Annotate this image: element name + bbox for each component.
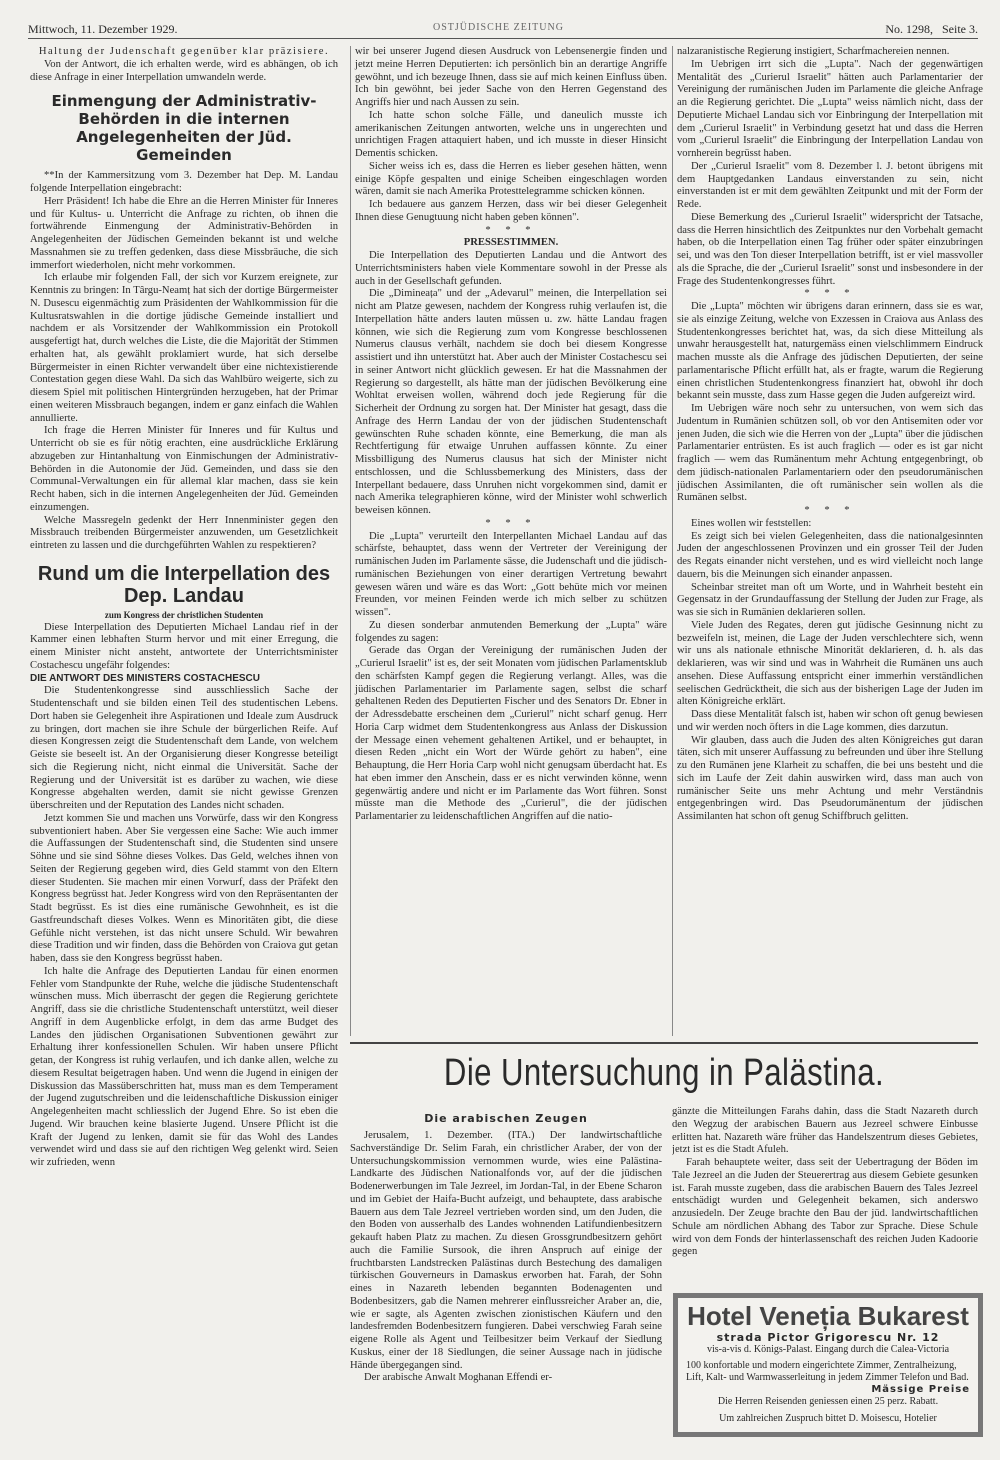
paragraph: Ich erlaube mir folgenden Fall, der sich vor Kurzem ereignete, zur Kenntnis zu bringen: In Târgu-Neamț hat sich der dortige Bürgermeister N. Dusescu eigenmächtig zum Präsidenten der Wahlkommission für die Kultusratswahlen in die dortige jüdische Gemeinde installiert und nachdem er als Vorsitzender der Wahlkommission ein Protokoll ausgefertigt hat, durch welches die Liste, die die Majorität der Stimmen erhalten hat, als gewählt proklamiert wurde, hat sich derselbe Bürgermeister in einen Richter verwandelt über eine nichtexistierende Contestation gegen diese Wahl. Da sich das Wahlbüro weigerte, sich zu diesem Spiel mit politischen Hintergründen herzugeben, hat der Primar einen weiteren Missbrauch begangen, indem er ganz einfach die Wahlen annullierte. xyxy=(30,272,338,424)
ad-location: vis-a-vis d. Königs-Palast. Eingang durch die Calea-Victoria xyxy=(706,1344,950,1355)
article-heading-einmengung: Einmengung der Administrativ-Behörden in die internen Angelegenheiten der Jüd. Gemeinden xyxy=(51,92,317,165)
paragraph: Welche Massregeln gedenkt der Herr Innenminister gegen den Missbrauch treibenden Bürgermeister anzuwenden, um Gesetzlichkeit eintreten zu lassen und die durchgeführten Wahlen zu respektieren? xyxy=(30,514,338,551)
masthead: OSTJÜDISCHE ZEITUNG xyxy=(433,22,564,33)
paragraph: Viele Juden des Regates, deren gut jüdische Gesinnung nicht zu bezweifeln ist, meinen, die Lage der Juden verschlechtere sich, wenn wir uns als nationale ethnische Minorität deklarieren, d. h. als das deklarieren, was wir sind und was in Wahrheit die Rumänen uns auch ansehen. Diese Auffassung entspricht einer immerhin verständlichen seelischen Gedrücktheit, die sich aus der bisherigen Lage der Juden im alten Königreiche erklärt. xyxy=(677,619,983,708)
paragraph: Ich halte die Anfrage des Deputierten Landau für einen enormen Fehler vom Standpunkte der Ruhe, welche die jüdische Studentenschaft wünschen muss. Mich überrascht der gegen die Regierung gerichtete Angriff, dass sie die christliche Studentenschaft unterstützt, weil dieser Angriff in dem Augenblicke erfolgt, in dem das arme Budget des Landes den jüdischen Organisationen Subventionen gewährt zur Erhaltung ihrer konfessionellen Schulen. Wir haben unsere Pflicht getan, der Kongress ist ruhig verlaufen, und ich danke allen, welche zu diesem Resultat beigetragen haben. Und wenn die Jugend in einigen der Diskussion das Massüberschritten hat, muss man es dem Temperament der Jugend zugutschreiben und die leidenschaftliche Diskussion einiger Angelegenheiten macht schliesslich der Jugend Ehre. So ist eben die Jugend. Wir brauchen keine blasierte Jugend. Unsere Pflicht ist die Kraft der Jugend zu lenken, damit sie für das Wohl des Landes verwendet wird und dass sie auf den richtigen Weg gelenkt wird. Seien wir zufrieden, wenn xyxy=(30,965,338,1168)
paragraph: nalzaranistische Regierung instigiert, Scharfmachereien nennen. xyxy=(677,46,950,57)
section-heading-pressestimmen: PRESSESTIMMEN. xyxy=(463,237,559,249)
section-separator: * * * xyxy=(804,505,856,516)
section-separator: * * * xyxy=(485,517,537,529)
ad-prices: Mässige Preise xyxy=(871,1384,970,1395)
paragraph: Sicher weiss ich es, dass die Herren es lieber gesehen hätten, wenn einige Köpfe gespalten und einige Scheiben eingeschlagen worden wären, damit sie nach Amerika Protesttelegramme schicken können. xyxy=(355,160,667,198)
section-heading: DIE ANTWORT DES MINISTERS COSTACHESCU xyxy=(30,672,261,684)
paragraph: Im Uebrigen wäre noch sehr zu untersuchen, von wem sich das Judentum in Rumänien schützen soll, ob vor den Antisemiten oder vor jenen Juden, die sich wie die Herren von der „Lupta" über die jüdischen Parlamentarier entrüsten. Es ist auch fraglich — oder es ist gar nicht fraglich — wem das Rumänentum mehr Achtung entgegenbringt, ob dem jüdisch-nationalen Parlamentariern oder den pseudorumänischen jüdischen Assimilanten, die oft rumänischer sein wollen als die Rumänen selbst. xyxy=(677,403,983,504)
ad-description: 100 konfortable und modern eingerichtete Zimmer, Zentralheizung, Lift, Kalt- und Warmwasserleitung in jedem Zimmer Telefon und Bad. Mässige Preise xyxy=(686,1360,970,1395)
paragraph: Der arabische Anwalt Moghanan Effendi er- xyxy=(364,1372,553,1384)
paragraph: Gerade das Organ der Vereinigung der rumänischen Juden der „Curierul Israelit" ist es, der seit Monaten vom jüdischen Parlamentsklub den schärfsten Kampf gegen die Regierung verlangt. Alles, was die jüdischen Parlamentarier im Parlamente sagen, selbst die scharf gehaltenen Reden des Deputierten Fischer und des Senators Dr. Ebner in der Adressdebatte erscheinen dem „Curierul" nicht scharf genug. Herr Horia Carp widmet dem Studentenkongress aus Anlass der Diskussion der Message einen vehement gehaltenen Artikel, und er behauptet, in diesen Reden „nicht ein Wort der Würde gehört zu haben", eine Behauptung, die Herr Horia Carp wohl nicht genugsam überdacht hat. Es hat eben immer den Anschein, dass er es nicht verwinden könne, wenn gegenwärtig andere und nicht er im Parlamente das Wort führen. Sonst müsste man die Methode des „Curierul", die der jüdischen Parlamentarier zu leidenschaftlichen Angriffen auf die natio- xyxy=(355,645,667,822)
paragraph: Farah behauptete weiter, dass seit der Uebertragung der Böden im Tale Jezreel an die Juden der Steuerertrag aus diesem Gebiete gesunken ist. Farah musste zugeben, dass die arabischen Bauern des Tales Jezreel entschädigt wurden und Gelegenheit bekamen, sich anderswo anzusiedeln. Der Zeuge brachte den Bau der jüd. landwirtschaftlichen Schule am nördlichen Abhang des Tabor zur Sprache. Diese Schule wird von dem Fonds der hinterlassenschaft des reichen Juden Kadoorie gegen xyxy=(672,1157,978,1258)
ad-title: Hotel Veneția Bukarest xyxy=(687,1301,969,1331)
headline-palestine: Die Untersuchung in Palästina. xyxy=(443,1052,885,1094)
paragraph: Die „Dimineața" und der „Adevarul" meinen, die Interpellation sei nicht am Platze gewesen, nachdem der Kongress ruhig verlaufen ist, die Interpellation hätte anders lauten müssen u. zw. hätte Landau fragen können, wie sich die Regierung zum vom Kongresse beschlossenen Numerus clausus verhält, nachdem sie doch bei diesem Kongresse assistiert und ihn unterstützt hat. Aber auch der Minister Costachescu sei in seiner Antwort nicht glücklich gewesen. Er hat die Massnahmen der Regierung so dargestellt, als hätte man der jüdischen Bevölkerung eine Wohltat erweisen wollen, während doch jede Regierung für die Sicherheit der Ordnung zu sorgen hat. Der Minister hat gesagt, dass die Anfrage des Herrn Landau der von der jüdischen Studentenschaft gewünschten Ruhe schaden könnte, eine Bemerkung, die man als Rechtfertigung für etwaige Unruhen auffassen könnte. Zu einer Missbilligung des Numerus clausus hat sich der Minister nicht entschlossen, und die Schlussbemerkung des Ministers, dass der Interpellant bedauere, dass Unruhen nicht vorgekommen sind, damit er nach Amerika telegraphieren könne, wird der Minister wohl schwerlich beweisen können. xyxy=(355,288,667,516)
paragraph: gänzte die Mitteilungen Farahs dahin, dass die Stadt Nazareth durch den Wegzug der arabischen Bauern aus Jezreel schwere Einbusse erlitten hat. Nazareth wäre früher das Handelszentrum dieses Gebietes, jetzt ist es die Stadt Afuleh. xyxy=(672,1106,978,1156)
paragraph: Wir glauben, dass auch die Juden des alten Königreiches gut daran täten, sich mit unserer Auffassung zu befreunden und über ihre Stellung zu den Rumänen jene Klarheit zu schaffen, die bei uns besteht und die sich im Laufe der Zeit dahin auswirken wird, dass man auch von rumänischer Seite uns mehr Achtung und mehr Verständnis entgegenbringen wird. Das Pseudorumänentum der jüdischen Assimilanten hat schon oft genug Schiffbruch gelitten. xyxy=(677,734,983,822)
ad-discount: Die Herren Reisenden geniessen einen 25 perz. Rabatt. xyxy=(717,1396,939,1407)
paragraph: Diese Interpellation des Deputierten Michael Landau rief in der Kammer einen lebhaften Sturm hervor und mit einer Erregung, die einem Minister nicht ansteht, antwortete der Unterrichtsminister Costachescu ungefähr folgendes: xyxy=(30,621,338,671)
column-3 xyxy=(672,46,983,1036)
paragraph: Ich frage die Herren Minister für Inneres und für Kultus und Unterricht ob sie es für nötig erachten, eine ausdrückliche Erklärung abzugeben zur Hintanhaltung von Einmischungen der Administrativ-Behörden in die Autonomie der Jüd. Gemeinden, und dass sie den Communal-Verwaltungen ein für allemal klar machen, dass sie kein Recht haben, sich in die internen Angelegenheiten der Jüd. Gemeinden einzumengen. xyxy=(30,425,338,513)
issue-date: Mittwoch, 11. Dezember 1929. xyxy=(28,22,178,36)
paragraph: Der „Curierul Israelit" vom 8. Dezember l. J. betont übrigens mit dem Hauptgedanken Landaus einverstanden zu sein, nicht einverstanden ist er mit dem gewählten Zeitpunkt und mit der Form der Rede. xyxy=(677,160,983,210)
paragraph: Haltung der Judenschaft gegenüber klar präzisiere. xyxy=(38,46,330,57)
palestine-column-left xyxy=(350,1130,662,1456)
section-separator: * * * xyxy=(485,224,537,236)
paragraph: Jerusalem, 1. Dezember. (ITA.) Der landwirtschaftliche Sachverständige Dr. Selim Farah, ein christlicher Araber, der von der Untersuchungskommission vernommen wurde, wies eine Palästina-Landkarte des Jüdischen Nationalfonds vor, auf der die jüdischen Bodenerwerbungen im Tale Jezreel, im Jordan-Tal, in der Ebene Scharon und im Gebiet der Haifa-Bucht aufzeigt, und behauptete, dass arabische Bauern aus dem Tale Jezreel vertrieben worden sind, um den Juden, die den Boden von ausserhalb des Landes wohnenden Latifundienbesitzern gekauft haben Platz zu machen. Zu diesen Grossgrundbesitzern gehört auch die Familie Sursook, die ihren Anspruch auf einige der fruchtbarsten Landstrecken Palästinas durch Bestechung des damaligen türkischen Gouverneurs in Damaskus erworben hat. Farah, der Sohn eines in Nazareth lebenden begannten Bodenagenten und Bodenbesitzers, gab die Namen mehrerer einflussreicher Araber an, die, wie er sagte, als Agenten zwischen zionistischen Käufern und den landesfremden Bodenbesitzern fungieren. Dabei verschwieg Farah seine eigene Rolle als Agent und Teilbesitzer beim Verkauf der Siedlung Kuskus, einer der 18 Siedlungen, die seiner Aussage nach in jüdische Hände übergegangen sind. xyxy=(350,1130,662,1371)
paragraph: Herr Präsident! Ich habe die Ehre an die Herren Minister für Inneres und für Kultus- u. Unterricht die Anfrage zu richten, ob ihnen die fortwährende Einmengung der Administrativ-Behörden in Angelegenheiten der Jüdischen Gemeinden bekannt ist und welche Massnahmen sie zu treffen gedenken, dass diese Missbräuche, die sich immerfort wiederholen, nicht mehr vorkommen. xyxy=(30,195,338,271)
paragraph: Ich hatte schon solche Fälle, und daneulich musste ich amerikanischen Zeitungen antworten, welche uns in ungerechten und unrichtigen Fragen attaquiert haben, und ich musste in dieser Hinsicht Dementis schicken. xyxy=(355,109,667,159)
paragraph: Im Uebrigen irrt sich die „Lupta". Nach der gegenwärtigen Mentalität des „Curierul Israelit" hätten auch Parlamentarier der Vereinigung der rumänischen Juden im Parlamente die gleiche Anfrage an die Regierung gerichtet. Die „Lupta" weiss nämlich nicht, dass der Deputierte Michael Landau sich vor Einbringung der Interpellation mit dem „Curierul Israelit" in Verbindung gesetzt hat und dass die Herren vom „Curierul Israelit" die Einbringung der Interpellation Landau von vornherein begrüsst haben. xyxy=(677,58,983,159)
article-subheading: zum Kongress der christlichen Studenten xyxy=(104,609,264,620)
paragraph: **In der Kammersitzung vom 3. Dezember hat Dep. M. Landau folgende Interpellation eingebracht: xyxy=(30,170,338,194)
ad-closing: Um zahlreichen Zuspruch bittet D. Moisescu, Hotelier xyxy=(719,1413,937,1424)
paragraph: Eines wollen wir feststellen: xyxy=(691,517,812,529)
page-header xyxy=(28,22,978,39)
paragraph: wir bei unserer Jugend diesen Ausdruck von Lebensenergie finden und jetzt meine Herren Deputierten: ich persönlich bin an derartige Angriffe gewöhnt, und ich bezeuge Ihnen, dass sie auf mich keinen Einfluss üben. Ich bin gewöhnt, bei jeder Sache von den Herren Gegenstand des Angriffs hier und nach Aussen zu sein. xyxy=(355,46,667,108)
paragraph: Es zeigt sich bei vielen Gelegenheiten, dass die nationalgesinnten Juden der angeschlossenen Provinzen und ein grosser Teil der Juden des Regats einander nicht verstehen, und es wird vielleicht noch lange dauern, bis die Meinungen sich einander anpassen. xyxy=(677,530,983,580)
ad-address: strada Pictor Grigorescu Nr. 12 xyxy=(716,1331,940,1344)
divider xyxy=(350,1042,978,1044)
paragraph: Scheinbar streitet man oft um Worte, und in Wahrheit besteht ein Gegensatz in der Grundauffassung der Stellung der Juden zur Frage, als was sie sich in Rumänien deklarieren sollen. xyxy=(677,581,983,618)
paragraph: Diese Bemerkung des „Curierul Israelit" widerspricht der Tatsache, dass die Herren hinsichtlich des Zeitpunktes nur den Vorbehalt gemacht haben, ob die Interpellation einen Tag früher oder später einzubringen sei, und was den Ton dieser Interpellation betrifft, ist er viel massvoller als die Sprache, die der „Curierul Israelit" sonst und insbesondere in der Frage des Studentenkongresses führt. xyxy=(677,211,983,287)
column-1 xyxy=(30,46,338,1456)
paragraph: Die Studentenkongresse sind ausschliesslich Sache der Studentenschaft und sie bilden einen Teil des studentischen Lebens. Dort haben sie Gelegenheit ihre Aspirationen und Ideale zum Ausdruck zu bringen, dort machen sie ihre Schule der bürgerlichen Reife. Auf diesen Kongressen zeigt die Studentenschaft dem Lande, von welchem Geiste sie beseelt ist. An der Organisierung dieser Kongresse beteiligt sich die Regierung nicht, nicht einmal die Universität. Sache der Regierung und der Universität ist es darüber zu wachen, wie diese Kongresse abgehalten werden, damit sie nicht gewisse Grenzen überschreiten und der Reputation des Landes nicht schaden. xyxy=(30,685,338,811)
section-separator: * * * xyxy=(804,288,856,300)
hotel-advertisement xyxy=(673,1293,983,1437)
issue-and-page: No. 1298, Seite 3. xyxy=(885,22,978,36)
paragraph: Zu diesen sonderbar anmutenden Bemerkung der „Lupta" wäre folgendes zu sagen: xyxy=(355,619,667,644)
palestine-column-right xyxy=(672,1106,978,1290)
subheading-arab-witnesses: Die arabischen Zeugen xyxy=(424,1112,588,1125)
paragraph: Jetzt kommen Sie und machen uns Vorwürfe, dass wir den Kongress subventioniert haben. Aber Sie vergessen eine Sache: Wie auch immer die Auffassungen der Studentenschaft sind, die Studenten sind unsere Söhne und sie sind Söhne dieses Volkes. Das Geld, welches ihnen von Seiten der Regierung gegeben wird, dies Geld stammt von den Eltern dieser Studenten. Sie machen mir einen Vorwurf, dass der Präfekt den Kongress begrüsst hat. Jeder Kongress wird von den Repräsentanten der Stadt begrüsst. Es ist dies eine rumänische Gewohnheit, es ist die Gastfreundschaft dieses Volkes. Wenn es Minoritäten gibt, die diese Gefühle nicht verstehen, ist das nicht unsere Schuld. Wir bewahren diese Tradition und wir finden, dass die Behörden von Craiova gut getan haben, dass sie den Kongress begrüsst haben. xyxy=(30,812,338,964)
paragraph: Von der Antwort, die ich erhalten werde, wird es abhängen, ob ich diese Anfrage in einer Interpellation umwandeln werde. xyxy=(30,58,338,83)
article-heading-interpellation: Rund um die Interpellation des Dep. Landau xyxy=(37,562,331,607)
paragraph: Die „Lupta" möchten wir übrigens daran erinnern, dass sie es war, sie als einzige Zeitung, welche von Exzessen in Craiova aus Anlass des Studentenkongresses berichtet hat, was, da sich diese Mitteilung als unwahr herausgestellt hat, naturgemäss einen vielschlimmern Eindruck machen musste als die Anfrage des jüdischen Deputierten, der seine parlamentarische Pflicht erfüllt hat, als er fragte, warum die Regierung einen christlichen Studentenkongress finanziert hat, obwohl ihr doch bekannt sein musste, dass zum Hasse gegen die Juden aufgereizt wird. xyxy=(677,301,983,402)
column-2 xyxy=(350,46,667,1036)
paragraph: Die „Lupta" verurteilt den Interpellanten Michael Landau auf das schärfste, behauptet, dass wenn der Vertreter der Vereinigung der rumänischen Juden im Parlamente sässe, die Judenschaft und die jüdisch-rumänischen Beziehungen von einer derartigen Vertretung bewahrt gewesen wären und wäre es das Wort: „Gott behüte mich vor meinen Freunden, vor meinen Feinden werde ich mich selber zu schützen wissen". xyxy=(355,530,667,618)
paragraph: Die Interpellation des Deputierten Landau und die Antwort des Unterrichtsministers haben viele Kommentare sowohl in der Presse als auch in der Gesellschaft gefunden. xyxy=(355,250,667,287)
paragraph: Dass diese Mentalität falsch ist, haben wir schon oft genug bewiesen und wir werden noch öfters in die Lage kommen, dies darzutun. xyxy=(677,709,983,733)
paragraph: Ich bedauere aus ganzem Herzen, dass wir bei dieser Gelegenheit Ihnen diese Genugtuung nicht haben geben können". xyxy=(355,199,667,223)
